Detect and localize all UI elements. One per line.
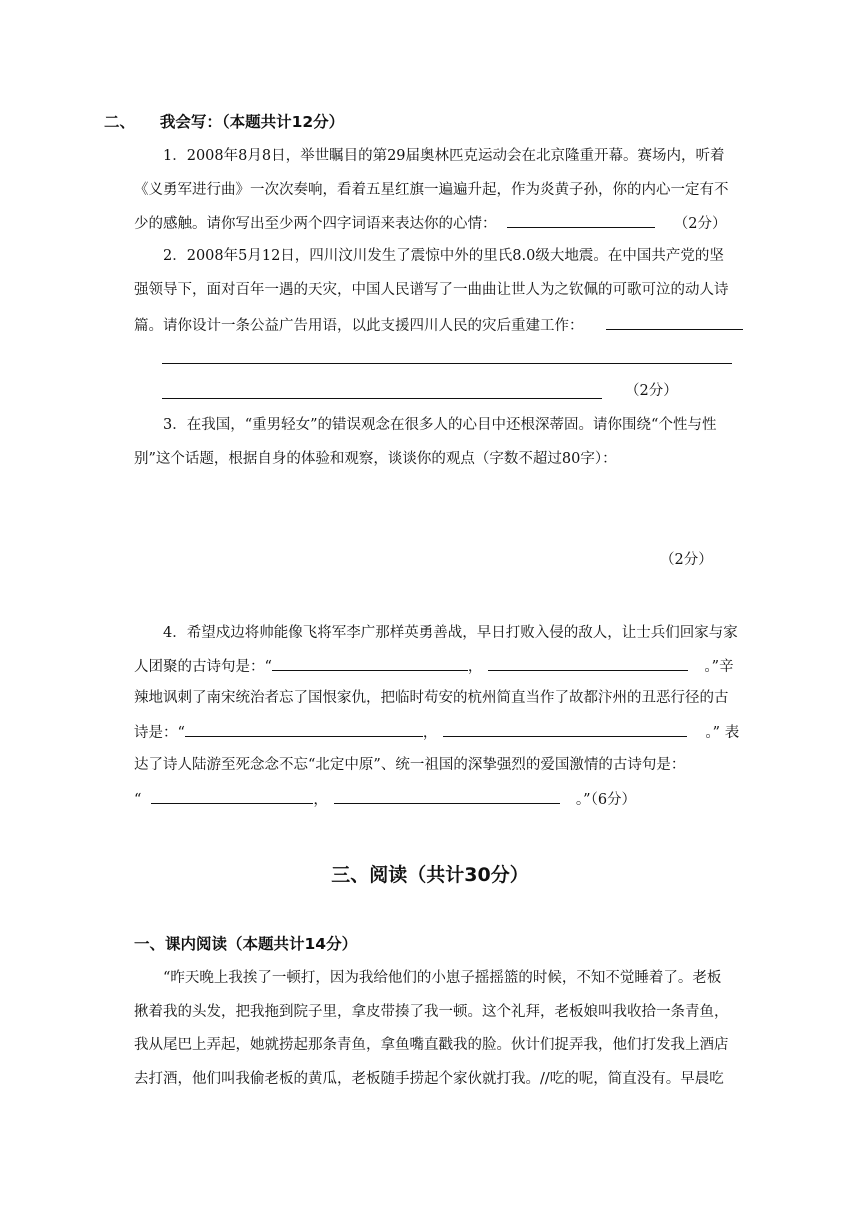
q4-line-4 bbox=[134, 721, 739, 743]
q4-line-6-suffix: 。”（6分） bbox=[575, 792, 637, 808]
q1-line-2: 《义勇军进行曲》一次次奏响，看着五星红旗一遍遍升起，作为炎黄子孙，你的内心一定有不 bbox=[134, 182, 729, 198]
q3-line-1: 3．在我国，“重男轻女”的错误观念在很多人的心目中还根深蒂固。请你围绕“个性与性 bbox=[163, 417, 717, 433]
q4-blank-3a[interactable] bbox=[151, 788, 313, 804]
q4-blank-1a[interactable] bbox=[272, 655, 468, 671]
q2-score: （2分） bbox=[625, 383, 678, 399]
q4-line-6-comma: ， bbox=[313, 792, 328, 808]
q3-line-2: 别”这个话题，根据自身的体验和观察，谈谈你的观点（字数不超过80字）： bbox=[134, 451, 617, 467]
passage-line-1: “昨天晚上我挨了一顿打，因为我给他们的小崽子摇摇篮的时候，不知不觉睡着了。老板 bbox=[163, 970, 722, 986]
q2-line-1: 2．2008年5月12日，四川汶川发生了震惊中外的里氏8.0级大地震。在中国共产党的坚 bbox=[163, 248, 724, 264]
q4-line-4-prefix: 诗是：“ bbox=[134, 725, 185, 741]
q4-blank-2b[interactable] bbox=[443, 721, 687, 737]
q1-line-3 bbox=[134, 212, 726, 234]
q2-line-3 bbox=[134, 314, 743, 336]
q4-line-6-prefix: “ bbox=[134, 792, 142, 808]
q4-line-3: 辣地讽刺了南宋统治者忘了国恨家仇，把临时苟安的杭州简直当作了故都汴州的丑恶行径的古 bbox=[134, 690, 729, 706]
q4-line-2-comma: ， bbox=[467, 659, 483, 675]
q4-line-2-suffix: 。”辛 bbox=[704, 659, 734, 675]
q1-score: （2分） bbox=[673, 216, 727, 232]
q1-answer-blank[interactable] bbox=[507, 212, 655, 228]
section2-heading bbox=[104, 112, 344, 132]
q2-answer-line-2[interactable] bbox=[162, 363, 732, 364]
q4-blank-3b[interactable] bbox=[334, 788, 560, 804]
section3-subheading: 一、课内阅读（本题共计14分） bbox=[134, 935, 358, 953]
q4-line-1: 4．希望戍边将帅能像飞将军李广那样英勇善战，早日打败入侵的敌人，让士兵们回家与家 bbox=[163, 625, 738, 641]
passage-line-4: 去打酒，他们叫我偷老板的黄瓜，老板随手捞起个家伙就打我。//吃的呢，简直没有。早晨吃 bbox=[134, 1071, 724, 1087]
q4-line-2 bbox=[134, 655, 734, 677]
q2-answer-blank-1[interactable] bbox=[606, 314, 743, 330]
passage-line-3: 我从尾巴上弄起，她就捞起那条青鱼，拿鱼嘴直戳我的脸。伙计们捉弄我，他们打发我上酒店 bbox=[134, 1037, 729, 1053]
q2-line-2: 强领导下，面对百年一遇的天灾，中国人民谱写了一曲曲让世人为之钦佩的可歌可泣的动人诗 bbox=[134, 282, 729, 298]
q4-line-2-prefix: 人团聚的古诗句是：“ bbox=[134, 659, 272, 675]
passage-line-2: 揪着我的头发，把我拖到院子里，拿皮带揍了我一顿。这个礼拜，老板娘叫我收拾一条青鱼， bbox=[134, 1004, 729, 1020]
q4-blank-2a[interactable] bbox=[185, 721, 423, 737]
q1-line-1: 1．2008年8月8日，举世瞩目的第29届奥林匹克运动会在北京隆重开幕。赛场内，听着 bbox=[163, 148, 725, 164]
section3-title: 三、阅读（共计30分） bbox=[331, 864, 529, 886]
section2-heading-number: 二、 bbox=[104, 113, 136, 131]
section2-heading-text: 我会写：（本题共计12分） bbox=[159, 113, 345, 131]
q4-line-5: 达了诗人陆游至死念念不忘“北定中原”、统一祖国的深挚强烈的爱国激情的古诗句是： bbox=[134, 757, 686, 773]
q2-answer-line-3[interactable] bbox=[162, 398, 602, 399]
q1-prompt: 少的感触。请你写出至少两个四字词语来表达你的心情： bbox=[134, 216, 497, 232]
q4-line-4-comma: ， bbox=[422, 725, 438, 741]
q2-prompt: 篇。请你设计一条公益广告用语，以此支援四川人民的灾后重建工作： bbox=[134, 318, 584, 334]
q4-blank-1b[interactable] bbox=[488, 655, 688, 671]
q4-line-6 bbox=[134, 788, 636, 810]
q4-line-4-suffix: 。” 表 bbox=[705, 725, 740, 741]
q3-score: （2分） bbox=[660, 552, 713, 568]
